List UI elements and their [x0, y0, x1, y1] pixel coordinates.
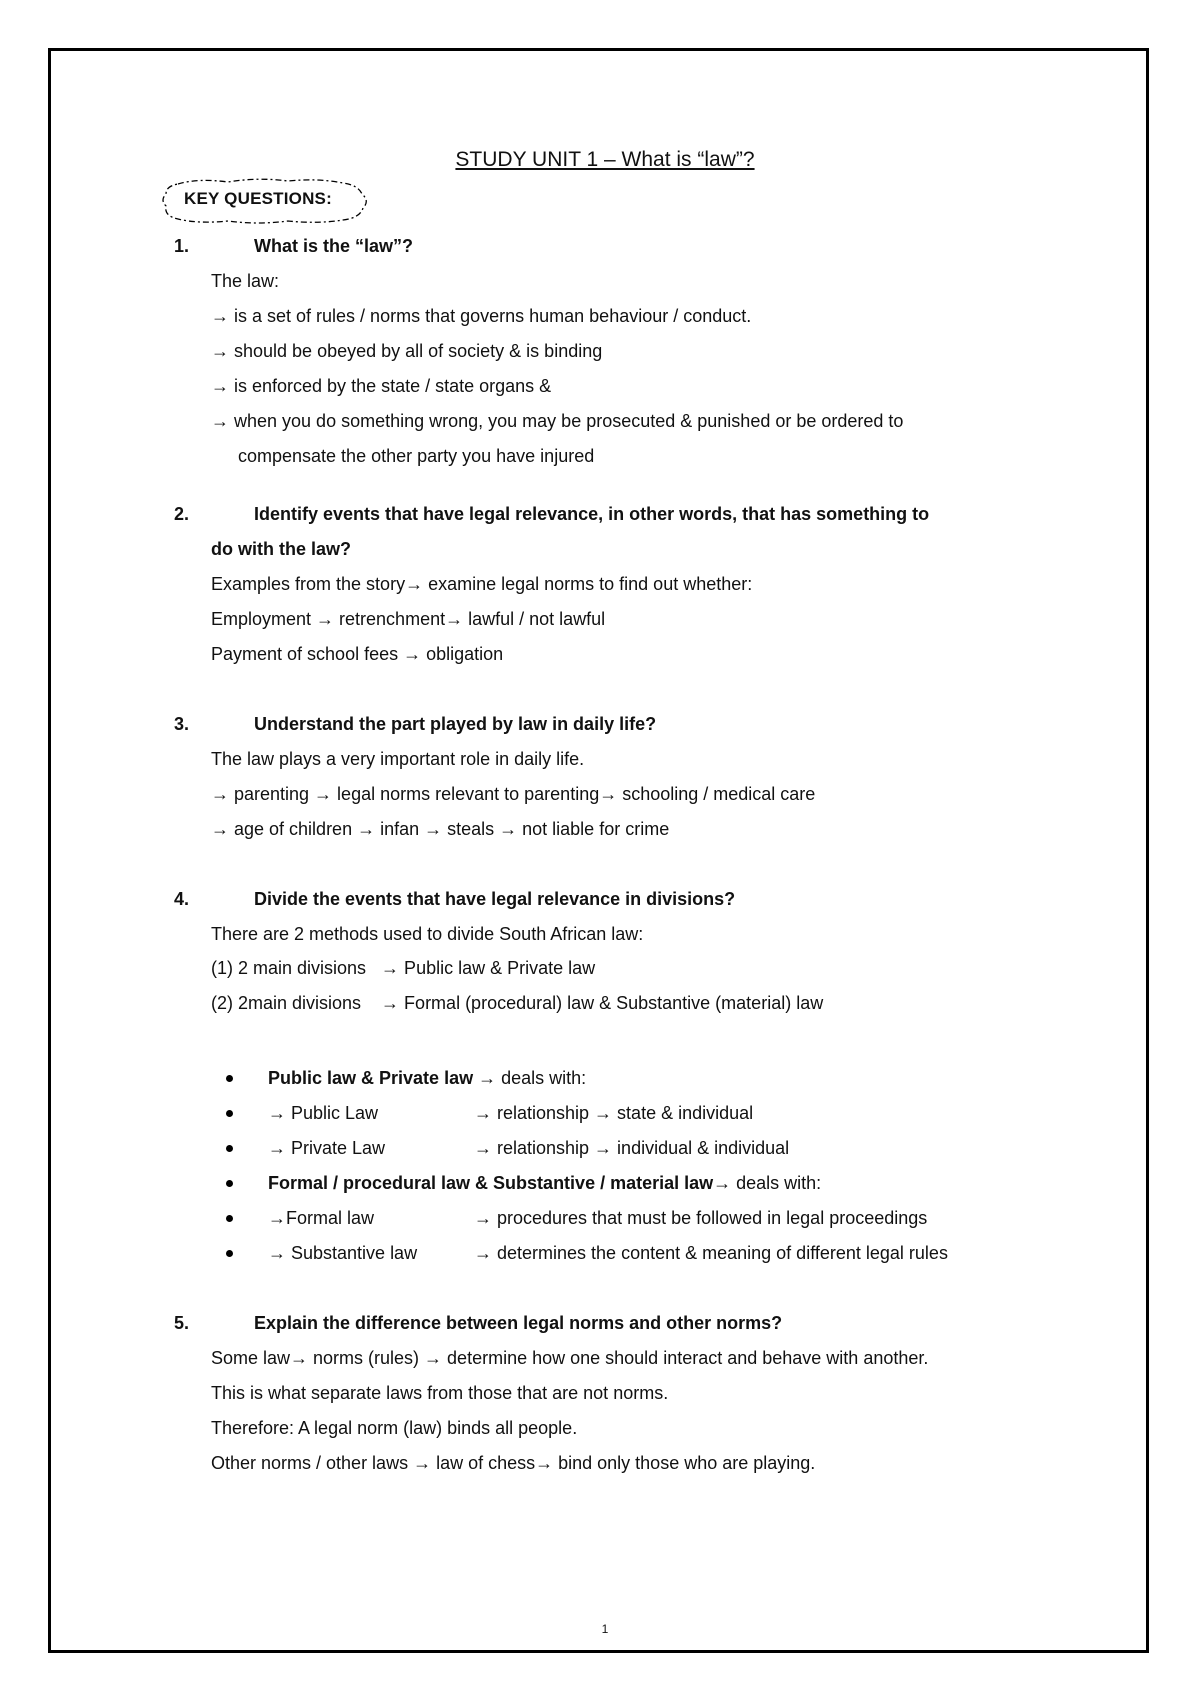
q1-point: → is a set of rules / norms that governs human behaviour / conduct.: [211, 306, 752, 326]
question-3-heading: Understand the part played by law in daily life?: [254, 714, 657, 734]
question-3-number: 3.: [174, 714, 190, 734]
bullet-definition: → determines the content & meaning of different legal rules: [474, 1243, 948, 1263]
q5-line: This is what separate laws from those that are not norms.: [211, 1383, 669, 1403]
q1-intro: The law:: [211, 271, 280, 291]
q4-line: (2) 2main divisions → Formal (procedural) law & Substantive (material) law: [211, 993, 824, 1013]
q1-point: → is enforced by the state / state organs &: [211, 376, 552, 396]
bullet-icon: [226, 1145, 233, 1152]
q2-line: Employment → retrenchment→ lawful / not lawful: [211, 609, 606, 629]
bullet-text: → deals with:: [473, 1068, 587, 1088]
q3-line: The law plays a very important role in daily life.: [211, 749, 585, 769]
bullet-term: →Formal law: [268, 1208, 375, 1228]
question-4-heading: Divide the events that have legal relevance in divisions?: [254, 889, 736, 909]
q3-line: → parenting → legal norms relevant to parenting→ schooling / medical care: [211, 784, 816, 804]
q1-point: compensate the other party you have injured: [238, 446, 595, 466]
bullet-icon: [226, 1250, 233, 1257]
page-title: STUDY UNIT 1 – What is “law”?: [455, 148, 755, 171]
question-2-heading-cont: do with the law?: [211, 539, 351, 559]
bullet-item: [268, 1067, 586, 1089]
key-questions-badge: [158, 176, 372, 226]
key-questions-label: KEY QUESTIONS:: [184, 189, 332, 208]
bullet-term: → Public Law: [268, 1103, 379, 1123]
question-1-number: 1.: [174, 236, 190, 256]
question-2-heading: Identify events that have legal relevance, in other words, that has something to: [254, 504, 930, 524]
bullet-icon: [226, 1180, 233, 1187]
q5-line: Other norms / other laws → law of chess→ bind only those who are playing.: [211, 1453, 816, 1473]
bullet-item: [268, 1172, 821, 1194]
q5-line: Therefore: A legal norm (law) binds all people.: [211, 1418, 578, 1438]
bullet-term: → Private Law: [268, 1138, 386, 1158]
bullet-definition: → relationship → state & individual: [474, 1103, 754, 1123]
bullet-term: → Substantive law: [268, 1243, 418, 1263]
question-4-number: 4.: [174, 889, 190, 909]
question-5-heading: Explain the difference between legal norms and other norms?: [254, 1313, 783, 1333]
bullet-icon: [226, 1110, 233, 1117]
q5-line: Some law→ norms (rules) → determine how one should interact and behave with another.: [211, 1348, 929, 1368]
bullet-icon: [226, 1215, 233, 1222]
q2-line: Payment of school fees → obligation: [211, 644, 504, 664]
question-5-number: 5.: [174, 1313, 190, 1333]
q4-line: (1) 2 main divisions → Public law & Private law: [211, 958, 596, 978]
q2-line: Examples from the story→ examine legal norms to find out whether:: [211, 574, 753, 594]
question-2-number: 2.: [174, 504, 190, 524]
bullet-icon: [226, 1075, 233, 1082]
bullet-bold: Formal / procedural law & Substantive / material law: [268, 1173, 714, 1193]
q4-line: There are 2 methods used to divide South African law:: [211, 924, 644, 944]
bullet-text: → deals with:: [713, 1173, 822, 1193]
bullet-bold: Public law & Private law: [268, 1068, 474, 1088]
q1-point: → when you do something wrong, you may be prosecuted & punished or be ordered to: [211, 411, 904, 431]
q3-line: → age of children → infan → steals → not liable for crime: [211, 819, 670, 839]
bullet-definition: → relationship → individual & individual: [474, 1138, 790, 1158]
question-1-heading: What is the “law”?: [254, 236, 414, 256]
q1-point: → should be obeyed by all of society & is binding: [211, 341, 603, 361]
bullet-definition: → procedures that must be followed in legal proceedings: [474, 1208, 928, 1228]
page-number: 1: [601, 1622, 609, 1636]
